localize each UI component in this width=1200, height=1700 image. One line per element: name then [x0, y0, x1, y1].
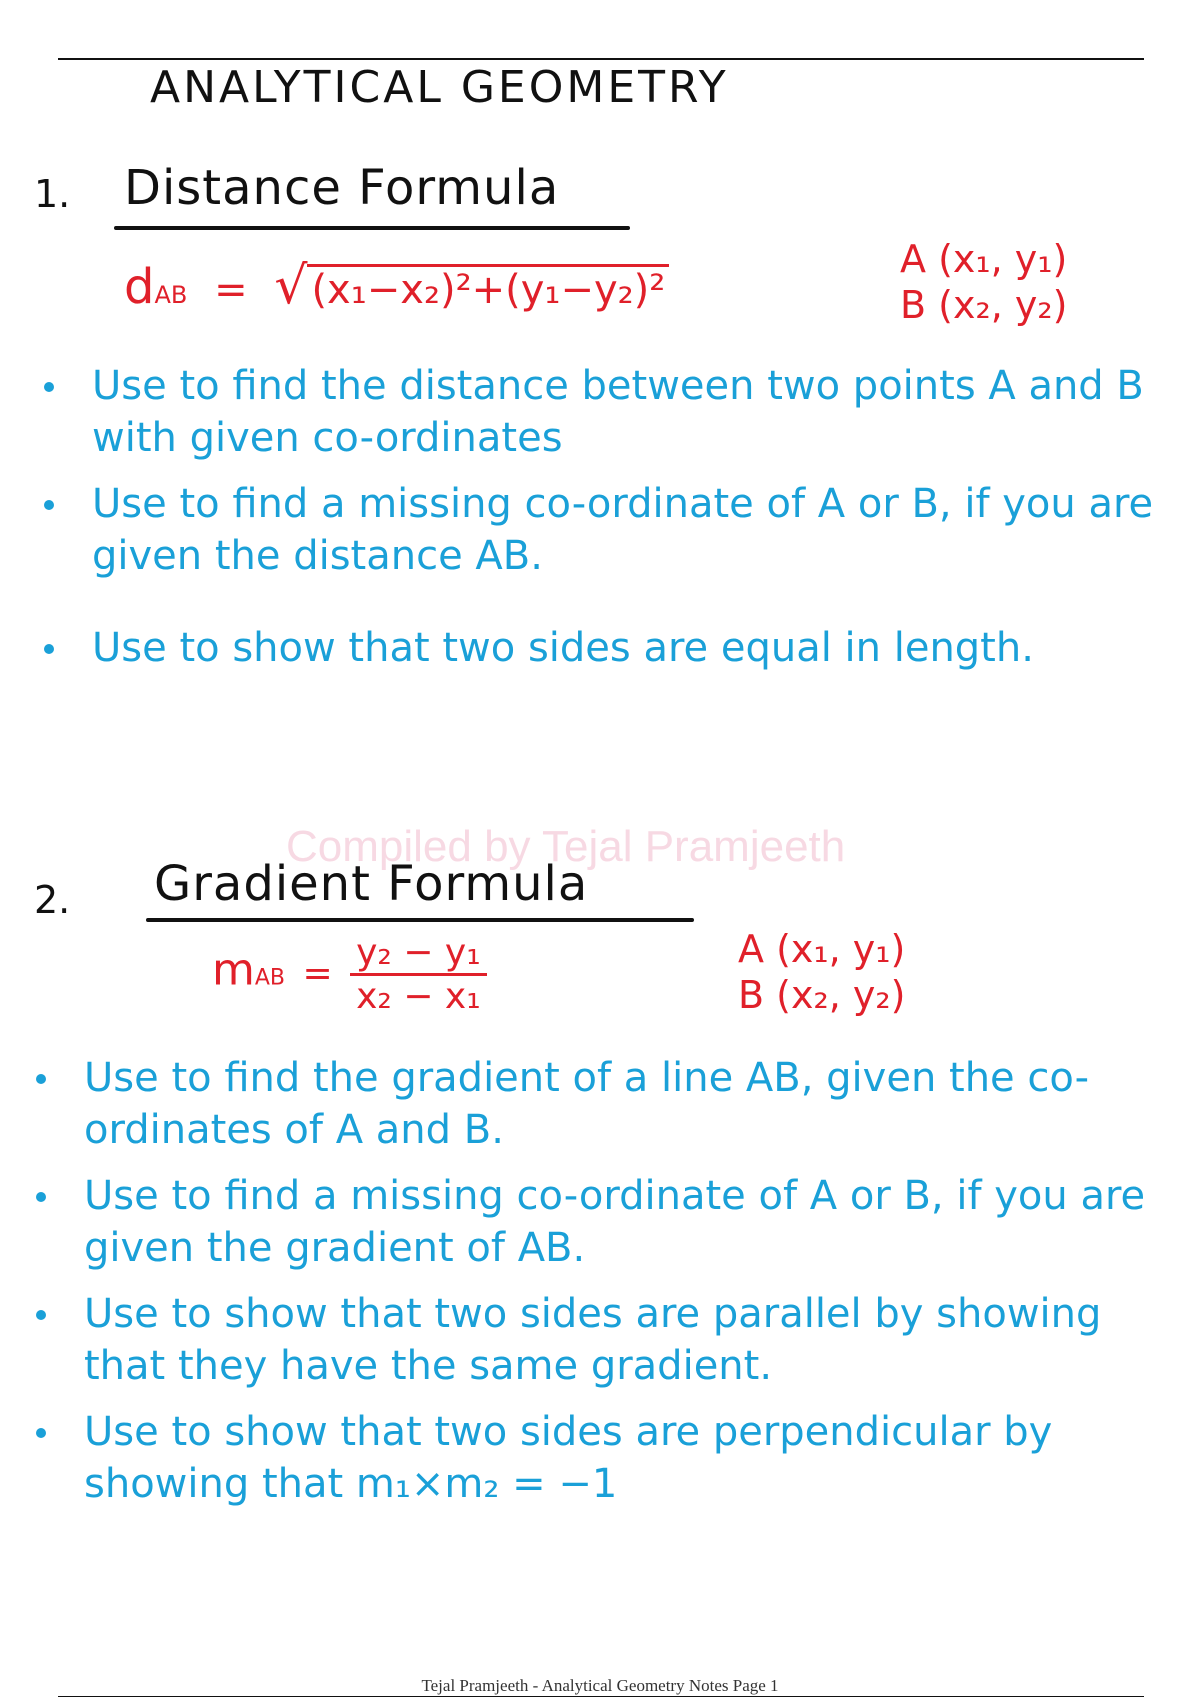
bullet-icon: [44, 500, 54, 510]
list-item-text: Use to find a missing co-ordinate of A or B, if you are given the gradient of AB.: [84, 1173, 1146, 1271]
list-item-text: Use to show that two sides are parallel by showing that they have the same gradient.: [84, 1291, 1102, 1389]
top-rule: [58, 58, 1144, 60]
point-a: A (x₁, y₁): [900, 237, 1068, 281]
list-item: [44, 478, 1164, 582]
bullet-icon: [44, 382, 54, 392]
list-item-text: Use to find a missing co-ordinate of A or B, if you are given the distance AB.: [92, 481, 1154, 579]
list-item: [36, 1170, 1156, 1274]
bullet-icon: [36, 1074, 46, 1084]
gradient-formula: [212, 932, 487, 1017]
list-item-text: Use to find the gradient of a line AB, given the co-ordinates of A and B.: [84, 1055, 1090, 1153]
point-b: B (x₂, y₂): [900, 283, 1068, 327]
radical-sign: √: [274, 256, 308, 316]
square-root: [274, 256, 669, 316]
heading-underline: [114, 226, 630, 230]
page-footer: Tejal Pramjeeth - Analytical Geometry Notes Page 1: [421, 1676, 779, 1695]
list-item: [44, 360, 1164, 464]
distance-uses-list: [44, 360, 1164, 688]
heading-underline: [146, 918, 694, 922]
watermark: Compiled by Tejal Pramjeeth: [286, 822, 846, 871]
page-title: ANALYTICAL GEOMETRY: [150, 62, 729, 113]
point-a: A (x₁, y₁): [738, 927, 906, 971]
formula-radicand: (x₁−x₂)²+(y₁−y₂)²: [307, 264, 669, 313]
section-number: 2.: [34, 878, 71, 922]
bullet-icon: [44, 644, 54, 654]
distance-formula: [124, 256, 669, 316]
section-heading: Gradient Formula: [154, 856, 589, 912]
formula-subscript: AB: [154, 281, 188, 309]
fraction: [350, 932, 487, 1017]
formula-equals: =: [214, 267, 248, 313]
formula-equals: =: [302, 952, 333, 994]
section-number: 1.: [34, 172, 71, 216]
formula-lhs: d: [124, 259, 155, 315]
point-coordinates: [738, 926, 905, 1018]
list-item-text: Use to show that two sides are equal in length.: [92, 625, 1034, 671]
bullet-icon: [36, 1192, 46, 1202]
fraction-numerator: y₂ − y₁: [350, 932, 487, 976]
gradient-uses-list: [36, 1052, 1156, 1524]
bottom-rule: [58, 1696, 1144, 1697]
fraction-denominator: x₂ − x₁: [356, 976, 481, 1017]
formula-subscript: AB: [254, 965, 286, 991]
list-item-text: Use to find the distance between two points A and B with given co-ordinates: [92, 363, 1144, 461]
list-item: [36, 1288, 1156, 1392]
bullet-icon: [36, 1428, 46, 1438]
section-heading: Distance Formula: [124, 160, 560, 216]
list-item-text: Use to show that two sides are perpendicular by showing that m₁×m₂ = −1: [84, 1409, 1053, 1507]
list-item: [36, 1052, 1156, 1156]
point-b: B (x₂, y₂): [738, 973, 906, 1017]
list-item: [44, 622, 1164, 674]
point-coordinates: [900, 236, 1067, 328]
bullet-icon: [36, 1310, 46, 1320]
list-item: [36, 1406, 1156, 1510]
formula-lhs: m: [212, 944, 255, 996]
